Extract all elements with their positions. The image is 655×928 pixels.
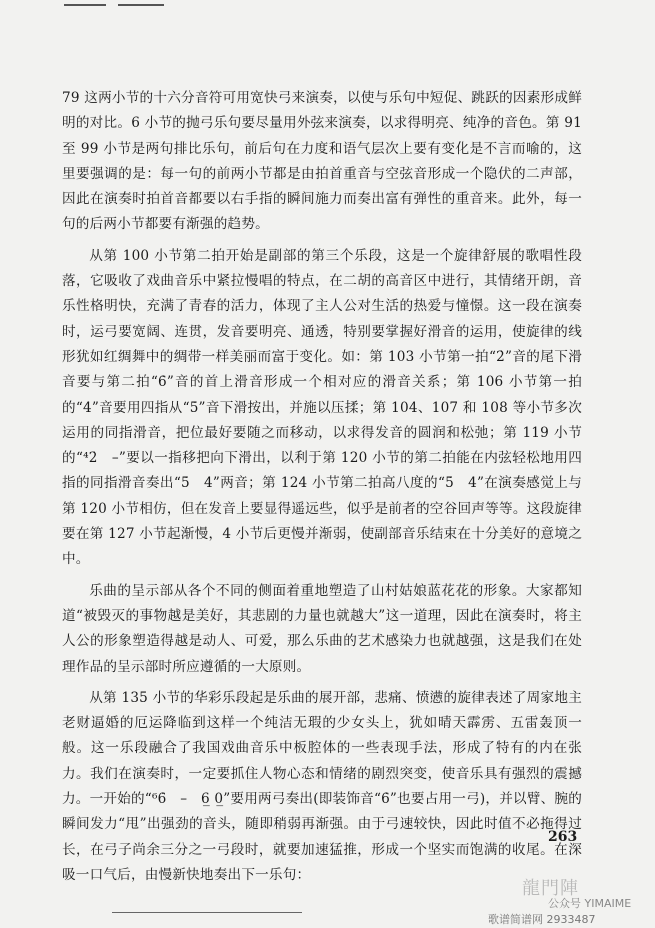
top-rule-left <box>64 4 106 6</box>
watermark-logo: 龍門陣 <box>522 878 579 899</box>
page-body <box>62 86 582 894</box>
top-rule-right <box>118 4 164 6</box>
paragraph-4: 从第 135 小节的华彩乐段起是乐曲的展开部，悲痛、愤懑的旋律表述了周家地主老财逼婚的厄运降临到这样一个纯洁无瑕的少女头上，犹如晴天霹雳、五雷轰顶一般。这一乐段融合了我国戏曲音乐中板腔体的一些表现手法，形成了特有的内在张力。我们在演奏时，一定要抓住人物心态和情绪的剧烈突变，使音乐具有强烈的震撼力。一开始的“⁶6̇ – 6̲ 0̲”要用两弓奏出(即装饰音“6̇”也要占用一弓)，并以臂、腕的瞬间发力“甩”出强劲的音头，随即稍弱再渐强。由于弓速较快，因此时值不必拖得过长，在弓子尚余三分之一弓段时，就要加速猛推，形成一个坚实而饱满的收尾。在深吸一口气后，由慢新快地奏出下一乐句： <box>62 689 582 883</box>
page-number: 263 <box>548 829 578 845</box>
paragraph-2: 从第 100 小节第二拍开始是副部的第三个乐段，这是一个旋律舒展的歌唱性段落，它吸收了戏曲音乐中紧拉慢唱的特点，在二胡的高音区中进行，其情绪开朗，音乐性格明快，充满了青春的活力，体现了主人公对生活的热爱与憧憬。这一段在演奏时，运弓要宽阔、连贯，发音要明亮、通透，特别要掌握好滑音的运用，使旋律的线形犹如红绸舞中的绸带一样美丽而富于变化。如：第 103 小节第一拍“2̇”音的尾下滑音要与第二拍“6̇”音的首上滑音形成一个相对应的滑音关系；第 106 小节第一拍的“4̇”音要用四指从“5̇”音下滑按出，并施以压揉；第 104、107 和 108 等小节多次运用的同指滑音，把位最好要随之而移动，以求得发音的圆润和松弛；第 119 小节的“⁴2̇ –”要以一指移把向下滑出，以利于第 120 小节的第二拍能在内弦轻松地用四指的同指滑音奏出“5̇ 4̇”两音；第 124 小节第二拍高八度的“5̇ 4̇”在演奏感觉上与第 120 小节相仿，但在发音上要显得遥远些，似乎是前者的空谷回声等等。这段旋律要在第 127 小节起渐慢，4 小节后更慢并渐弱，使副部音乐结束在十分美好的意境之中。 <box>62 247 582 568</box>
paragraph-3: 乐曲的呈示部从各个不同的侧面着重地塑造了山村姑娘蓝花花的形象。大家都知道“被毁灭的事物越是美好，其悲剧的力量也就越大”这一道理，因此在演奏时，将主人公的形象塑造得越是动人、可爱，那么乐曲的艺术感染力也就越强，这是我们在处理作品的呈示部时所应遵循的一大原则。 <box>62 582 582 675</box>
watermark-site: 歌谱简谱网 2933487 <box>488 913 596 926</box>
bottom-rule <box>112 912 302 913</box>
watermark-account: 公众号 YIMAIME <box>548 897 632 910</box>
paragraph-1: 79 这两小节的十六分音符可用宽快弓来演奏，以使与乐句中短促、跳跃的因素形成鲜明的对比。6 小节的抛弓乐句要尽量用外弦来演奏，以求得明亮、纯净的音色。第 91 至 99 小节是两句排比乐句，前后句在力度和语气层次上要有变化是不言而喻的，这里要强调的是：每一句的前两小节都是由拍首重音与空弦音形成一个隐伏的二声部，因此在演奏时拍首音都要以右手指的瞬间施力而奏出富有弹性的重音来。此外，每一句的后两小节都要有渐强的趋势。 <box>62 90 582 233</box>
